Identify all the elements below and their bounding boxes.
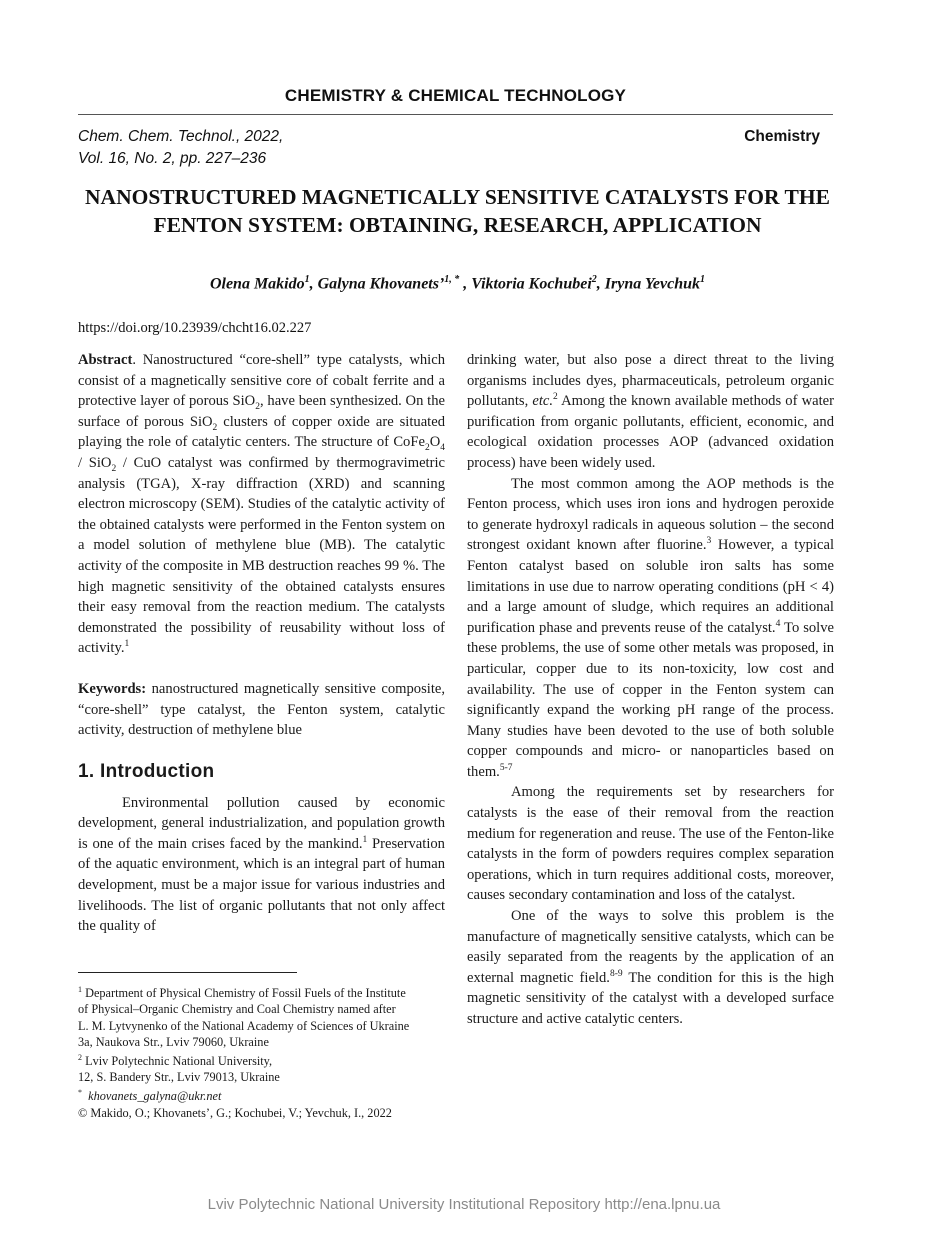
article-title bbox=[70, 183, 845, 239]
citation-ref[interactable]: 8-9 bbox=[609, 968, 623, 979]
header-divider bbox=[78, 114, 833, 115]
intro-paragraph-continued: drinking water, but also pose a direct threat to the living organisms includes dyes, pharmaceuticals, petroleum organic pollutants, etc.$^2$ Among the known available methods of water purification from organic pollutants, efficient, economic, and ecological oxidation processes AOP (advanced oxidation process) have been widely used. bbox=[467, 352, 834, 471]
doi-link[interactable]: https://doi.org/10.23939/chcht16.02.227 bbox=[78, 320, 312, 336]
citation-line-1: Chem. Chem. Technol., 2022, bbox=[78, 128, 284, 145]
journal-name: CHEMISTRY & CHEMICAL TECHNOLOGY bbox=[284, 86, 627, 105]
intro-paragraph: Among the requirements set by researchers for catalysts is the ease of their removal from the reaction medium for regeneration and reuse. The use of the Fenton-like catalysts in the form of powders requires complex separation operations, which in turn requires additional costs, moreover, causes secondary contamination and loss of the catalyst. bbox=[467, 784, 834, 904]
affiliation-mark: 1, * bbox=[444, 274, 460, 285]
affiliation-mark: 1 bbox=[700, 274, 706, 285]
abstract: Abstract. Nanostructured “core-shell” type catalysts, which consist of a magnetically sensitive core of cobalt ferrite and a protective layer of porous SiO$_2$, have been synthesized. On the surface of porous SiO$_2$ clusters of copper oxide are situated playing the role of catalytic centers. The structure of $CoFe_2O_4 / SiO_2$ / CuO catalyst was confirmed by thermogravimetric analysis (TGA), X-ray diffraction (XRD) and scanning electron microscopy (SEM). Studies of the catalytic activity of the obtained catalysts were performed in the Fenton system on a model solution of methylene blue (MB). The catalytic activity of the composite in MB destruction reaches 99 %. The high magnetic sensitivity of the obtained catalysts ensures their easy removal from the reaction medium. The catalysts demonstrated the possibility of reusability without loss of activity.$^1$ bbox=[78, 352, 445, 657]
affiliation-mark: 1 bbox=[304, 274, 310, 285]
author-name: Iryna Yevchuk bbox=[604, 275, 701, 293]
citation-ref[interactable]: 4 bbox=[775, 618, 781, 629]
citation bbox=[78, 126, 283, 170]
left-column bbox=[78, 350, 445, 937]
citation-ref[interactable]: 1 bbox=[362, 835, 368, 846]
citation-ref[interactable]: 2 bbox=[553, 392, 558, 403]
abstract-label: Abstract bbox=[78, 352, 133, 368]
copyright: © Makido, O.; Khovanets’, G.; Kochubei, V.; Yevchuk, I., 2022 bbox=[78, 1105, 392, 1120]
right-column bbox=[467, 350, 834, 1030]
author-list bbox=[100, 274, 815, 293]
citation-ref[interactable]: 1 bbox=[124, 639, 130, 650]
author-name: Viktoria Kochubei bbox=[471, 275, 592, 293]
email-link[interactable]: khovanets_galyna@ukr.net bbox=[88, 1089, 222, 1104]
intro-paragraph: One of the ways to solve this problem is the manufacture of magnetically sensitive catalysts, which can be easily separated from the reagents by the application of an external magnetic field.$^{8-9}$ The condition for this is the high magnetic sensitivity of the catalyst with a developed surface structure and active catalytic centers. bbox=[467, 908, 835, 1027]
footnote-affiliation-2: $^2$ Lviv Polytechnic National University, bbox=[78, 1052, 273, 1068]
section-label: Chemistry bbox=[744, 128, 820, 145]
author-separator: , bbox=[459, 275, 472, 293]
author-name: Olena Makido bbox=[209, 275, 305, 293]
author-name: Galyna Khovanets’ bbox=[317, 275, 445, 293]
author-separator: , bbox=[596, 275, 605, 293]
keywords-label: Keywords: bbox=[78, 680, 147, 697]
section-heading-introduction: 1. Introduction bbox=[78, 760, 215, 782]
citation-ref[interactable]: 3 bbox=[706, 536, 712, 547]
author-separator: , bbox=[309, 275, 318, 293]
citation-line-2: Vol. 16, No. 2, pp. 227–236 bbox=[78, 150, 267, 167]
citation-ref[interactable]: 5-7 bbox=[499, 763, 513, 774]
footnote-affiliation-1: $^1$ Department of Physical Chemistry of Fossil Fuels of the Institute bbox=[78, 985, 406, 1001]
intro-paragraph: The most common among the AOP methods is the Fenton process, which uses iron ions and hydrogen peroxide to generate hydroxyl radicals in aqueous solution – the second strongest oxidant known after fluorine.$^3$ However, a typical Fenton catalyst based on soluble iron salts has some limitations in use due to narrow operating conditions (pH < 4) and a large amount of sludge, which requires an additional purification phase and prevents reuse of the catalyst.$^4$ To solve these problems, the use of some other metals was proposed, in particular, copper due to its non-toxicity, low cost and availability. The use of copper in the Fenton system can significantly expand the working pH range of the process. Many studies have been devoted to the use of both soluble copper compounds and micro- or nanoparticles based on them.$^{5-7}$ bbox=[467, 475, 835, 780]
title-line-2: FENTON SYSTEM: OBTAINING, RESEARCH, APPLICATION bbox=[153, 213, 762, 237]
repository-footer: Lviv Polytechnic National University Institutional Repository http://ena.lpnu.ua bbox=[207, 1196, 721, 1213]
affiliation-mark: 2 bbox=[591, 274, 597, 285]
title-line-1: NANOSTRUCTURED MAGNETICALLY SENSITIVE CATALYSTS FOR THE bbox=[85, 185, 830, 209]
footnotes: $^1$ Department of Physical Chemistry of Fossil Fuels of the Institute of Physical–Organic Chemistry and Coal Chemistry named after L. M. Lytvynenko of the National Academy of Sciences of Ukraine 3a, Naukova Str., Lviv 79060, Ukraine $^2$ Lviv Polytechnic National University, 12, S. Bandery Str., Lviv 79013, Ukraine * khovanets_galyna@ukr.net © Makido, O.; Khovanets’, G.; Kochubei, V.; Yevchuk, I., 2022 bbox=[78, 982, 458, 1121]
intro-paragraph: Environmental pollution caused by economic development, general industrialization, and population growth is one of the main crises faced by the mankind.$^1$ Preservation of the aquatic environment, which is an integral part of human development, must be a major issue for various industries and livelihoods. The list of organic pollutants that not only affect the quality of bbox=[78, 794, 445, 935]
keywords: Keywords: nanostructured magnetically sensitive composite, “core-shell” type catalyst, the Fenton system, catalytic activity, destruction of methylene blue bbox=[78, 680, 445, 739]
footnote-divider bbox=[78, 972, 297, 973]
footnote-correspondence: * khovanets_galyna@ukr.net bbox=[78, 1088, 222, 1104]
